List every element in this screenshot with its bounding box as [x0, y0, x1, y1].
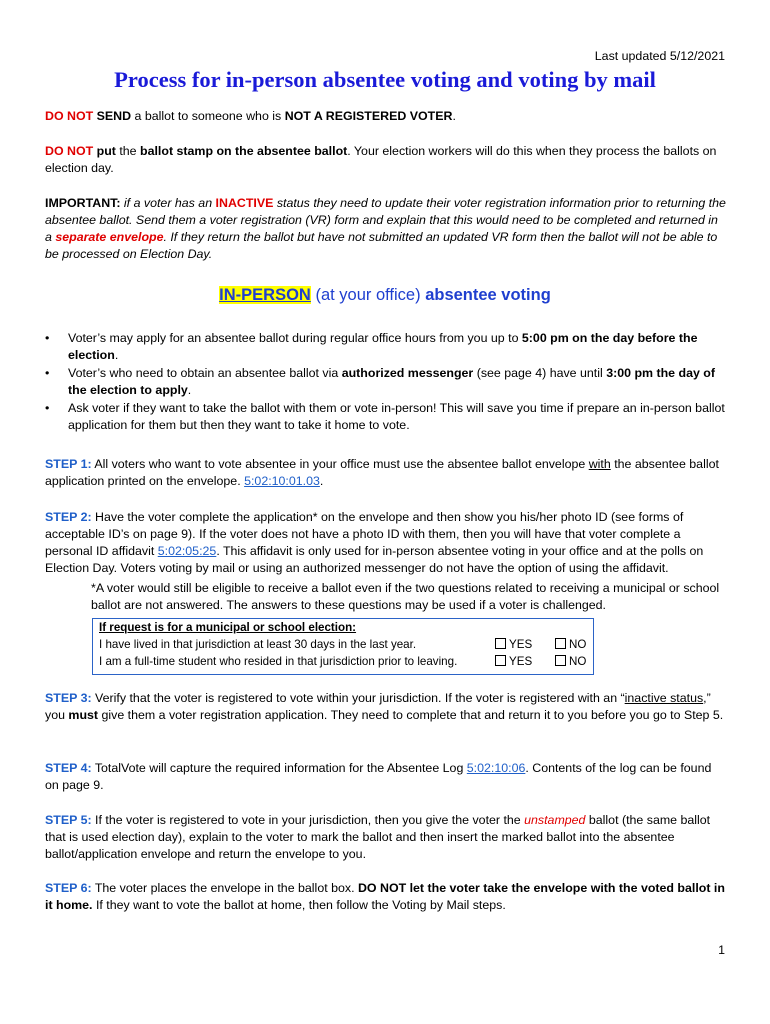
heading-text: absentee voting	[425, 286, 551, 304]
rule-ballot-stamp	[45, 143, 727, 177]
yes-label: YES	[509, 655, 533, 668]
bullet-bold-text: 5:00 pm on the day before the election	[68, 331, 698, 362]
statute-link[interactable]: 5:02:10:01.03	[244, 474, 320, 488]
notice-text: . If they return the ballot but have not submitted an updated VR form then the ballot will not be able to be processed on Election Day.	[45, 230, 718, 261]
step-label: STEP 3:	[45, 691, 92, 705]
notice-text: if a voter has an	[120, 196, 216, 210]
rule-text: the	[115, 144, 141, 158]
list-item	[45, 330, 727, 364]
step-text: ballot (the same ballot that is used election day), explain to the voter to mark the ballot and then insert the marked ballot into the absentee ballot/application envelope and return the envelope to you.	[45, 813, 711, 861]
yes-option	[495, 653, 532, 670]
step-text: .	[319, 474, 324, 488]
important-label: IMPORTANT:	[45, 196, 121, 210]
step-2-note: *A voter would still be eligible to receive a ballot even if the two questions related to receiving a municipal or school ballot are not answered. The answers to these questions may be used if a voter is challenged.	[91, 581, 720, 612]
checkbox-icon	[495, 655, 506, 666]
bullet-bold-text: 3:00 pm the day of the election to apply	[68, 366, 715, 397]
in-person-bullet-list	[45, 330, 727, 435]
step-text: with	[588, 457, 611, 471]
step-text: the absentee ballot application printed on the envelope.	[45, 457, 719, 488]
bullet-text: Voter’s who need to obtain an absentee ballot via	[68, 366, 342, 380]
bullet-icon: •	[45, 366, 50, 380]
statute-link[interactable]: 5:02:05:25	[157, 544, 217, 558]
checkbox-icon	[555, 638, 566, 649]
form-header: If request is for a municipal or school election:	[99, 621, 357, 634]
page-number: 1	[718, 943, 725, 957]
yes-label: YES	[509, 638, 533, 651]
section-heading-in-person	[0, 284, 770, 306]
step-6	[45, 880, 727, 914]
no-label: NO	[569, 638, 587, 651]
page-title: Process for in-person absentee voting and voting by mail	[114, 67, 656, 92]
bullet-text: .	[114, 348, 119, 362]
step-2	[45, 509, 727, 577]
list-item	[45, 365, 727, 399]
step-label: STEP 6:	[45, 881, 92, 895]
form-question-1	[93, 636, 593, 653]
yes-option	[495, 636, 532, 653]
important-inactive-notice	[45, 195, 727, 263]
step-5	[45, 812, 727, 863]
step-text: If the voter is registered to vote in your jurisdiction, then you give the voter the	[91, 813, 525, 827]
step-text: . Contents of the log can be found on page 9.	[45, 761, 712, 792]
step-text: The voter places the envelope in the ballot box.	[91, 881, 358, 895]
step-text: give them a voter registration application. They need to complete that and return it to you before you go to Step 5.	[98, 708, 724, 722]
step-text: DO NOT let the voter take the envelope with the voted ballot in it home.	[45, 881, 725, 912]
put-text: put	[93, 144, 116, 158]
do-not-text: DO NOT	[45, 109, 94, 123]
application-form-excerpt	[92, 618, 594, 675]
step-1	[45, 456, 727, 490]
step-label: STEP 5:	[45, 813, 92, 827]
no-option	[555, 653, 586, 670]
checkbox-icon	[555, 655, 566, 666]
bullet-bold-text: authorized messenger	[341, 366, 474, 380]
step-text: If they want to vote the ballot at home, then follow the Voting by Mail steps.	[92, 898, 506, 912]
rule-text: . Your election workers will do this when they process the ballots on election day.	[45, 144, 717, 175]
form-question-2	[93, 653, 593, 670]
rule-registered-voter	[45, 108, 727, 125]
question-text: I am a full-time student who resided in that jurisdiction prior to leaving.	[99, 655, 458, 668]
no-label: NO	[569, 655, 587, 668]
step-label: STEP 4:	[45, 761, 92, 775]
not-registered-text: NOT A REGISTERED VOTER	[284, 109, 453, 123]
step-text: must	[68, 708, 99, 722]
period: .	[452, 109, 456, 123]
bullet-icon: •	[45, 401, 50, 415]
step-text: All voters who want to vote absentee in your office must use the absentee ballot envelope	[91, 457, 589, 471]
step-text: inactive status	[624, 691, 704, 705]
list-item	[45, 400, 727, 434]
no-option	[555, 636, 586, 653]
do-not-text: DO NOT	[45, 144, 94, 158]
checkbox-icon	[495, 638, 506, 649]
send-text: SEND	[96, 109, 132, 123]
bullet-text: (see page 4) have until	[473, 366, 607, 380]
rule-text: a ballot to someone who is	[131, 109, 285, 123]
separate-envelope-text: separate envelope	[55, 230, 164, 244]
step-text: ,” you	[45, 691, 711, 722]
step-4	[45, 760, 727, 794]
question-text: I have lived in that jurisdiction at least 30 days in the last year.	[99, 638, 417, 651]
unstamped-text: unstamped	[524, 813, 586, 827]
bullet-text: Voter’s may apply for an absentee ballot during regular office hours from you up to	[68, 331, 522, 345]
step-3	[45, 690, 727, 724]
step-label: STEP 1:	[45, 457, 92, 471]
heading-text: (at your office)	[310, 286, 426, 304]
ballot-stamp-text: ballot stamp on the absentee ballot	[140, 144, 348, 158]
inactive-text: INACTIVE	[215, 196, 274, 210]
step-text: TotalVote will capture the required information for the Absentee Log	[91, 761, 467, 775]
step-text: . This affidavit is only used for in-person absentee voting in your office and at the polls on Election Day. Voters voting by mail or using an authorized messenger do not have the option of using the affidavit.	[45, 544, 704, 575]
step-text: Verify that the voter is registered to vote within your jurisdiction. If the voter is registered with an “	[91, 691, 625, 705]
statute-link[interactable]: 5:02:10:06	[466, 761, 526, 775]
step-label: STEP 2:	[45, 510, 92, 524]
last-updated-date: Last updated 5/12/2021	[594, 49, 725, 63]
bullet-icon: •	[45, 331, 50, 345]
notice-text: status they need to update their voter registration information prior to returning the absentee ballot. Send them a voter registration (VR) form and explain that this would need to be completed and returned in a	[45, 196, 726, 244]
bullet-text: Ask voter if they want to take the ballot with them or vote in-person! This will save you time if prepare an in-person ballot application for them but then they want to take it home to vote.	[68, 401, 725, 432]
in-person-highlight: IN-PERSON	[219, 286, 311, 304]
step-text: Have the voter complete the application* on the envelope and then show you his/her photo ID (see forms of acceptable ID’s on page 9). If the voter does not have a photo ID with them, then you will have that voter complete a personal ID affidavit	[45, 510, 684, 558]
bullet-text: .	[187, 383, 192, 397]
